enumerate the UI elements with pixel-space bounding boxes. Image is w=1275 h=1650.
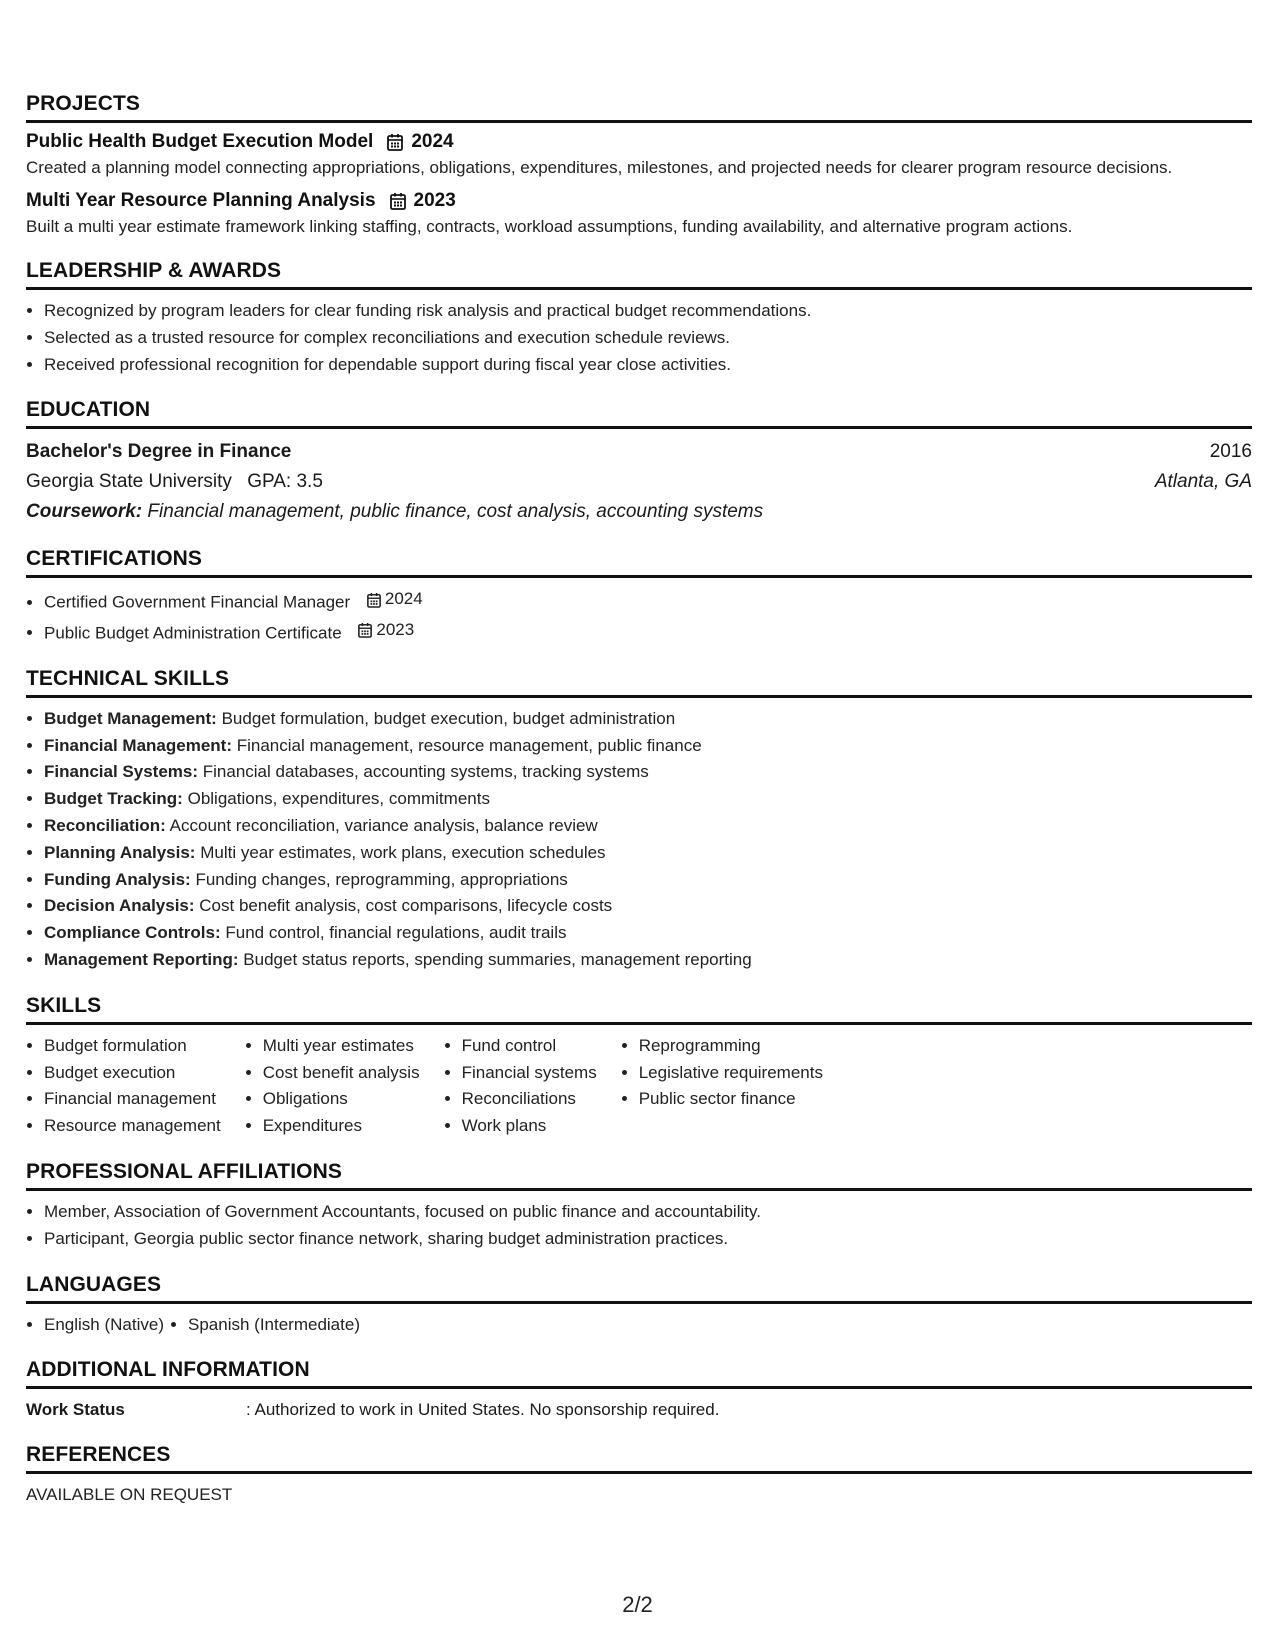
- skill-text: Cost benefit analysis, cost comparisons, lifecycle costs: [199, 896, 613, 916]
- skills-column: [245, 1033, 420, 1140]
- skill-label: Compliance Controls:: [44, 923, 221, 943]
- certification-name: Certified Government Financial Manager: [44, 592, 351, 612]
- list-item: [44, 617, 1252, 647]
- project-title: [26, 190, 1252, 212]
- list-item: [44, 586, 1252, 616]
- skills-column: [444, 1033, 597, 1140]
- list-item: • Cost benefit analysis: [263, 1060, 420, 1087]
- skill-label: Budget Tracking:: [44, 789, 183, 809]
- skill-text: Financial databases, accounting systems, tracking systems: [202, 762, 649, 782]
- list-item: • Selected as a trusted resource for complex reconciliations and execution schedule reviews.: [44, 325, 1252, 352]
- list-item: • Budget execution: [44, 1060, 221, 1087]
- list-item: • Budget formulation: [44, 1033, 221, 1060]
- list-item: [44, 840, 1252, 867]
- skill-text: Financial management, resource management, public finance: [236, 735, 702, 755]
- skill-label: Management Reporting:: [44, 949, 239, 969]
- affiliations-section: [26, 1160, 1252, 1253]
- list-item: • Recognized by program leaders for clear funding risk analysis and practical budget recommendations.: [44, 298, 1252, 325]
- school-name: Georgia State University: [26, 471, 232, 493]
- list-item: [44, 813, 1252, 840]
- list-item: • Reconciliations: [462, 1086, 597, 1113]
- section-title-languages: LANGUAGES: [26, 1273, 1252, 1304]
- list-item: • Member, Association of Government Accountants, focused on public finance and accountability.: [44, 1199, 1252, 1226]
- leadership-list: [26, 298, 1252, 378]
- list-item: • Fund control: [462, 1033, 597, 1060]
- section-title-projects: PROJECTS: [26, 92, 1252, 123]
- skill-text: Obligations, expenditures, commitments: [187, 789, 490, 809]
- work-status-label: Work Status: [26, 1400, 125, 1420]
- section-title-education: EDUCATION: [26, 398, 1252, 429]
- additional-info-section: [26, 1358, 1252, 1423]
- skill-text: Budget status reports, spending summaries, management reporting: [243, 949, 752, 969]
- list-item: • Financial management: [44, 1086, 221, 1113]
- languages-list: [26, 1312, 1252, 1339]
- list-item: • Spanish (Intermediate): [188, 1312, 360, 1339]
- skill-text: Multi year estimates, work plans, execution schedules: [200, 842, 606, 862]
- certification-date: 2023: [376, 619, 415, 639]
- education-section: [26, 398, 1252, 527]
- list-item: • Obligations: [263, 1086, 420, 1113]
- skills-column: [26, 1033, 221, 1140]
- list-item: • Multi year estimates: [263, 1033, 420, 1060]
- leadership-section: [26, 259, 1252, 378]
- coursework: Financial management, public finance, cost analysis, accounting systems: [147, 501, 764, 523]
- list-item: [44, 920, 1252, 947]
- gpa: GPA: 3.5: [247, 471, 323, 493]
- certification-date: 2024: [384, 589, 423, 609]
- section-title-skills: SKILLS: [26, 994, 1252, 1025]
- languages-section: [26, 1273, 1252, 1339]
- list-item: [44, 786, 1252, 813]
- list-item: • Public sector finance: [639, 1086, 823, 1113]
- projects-section: [26, 92, 1252, 239]
- list-item: [44, 733, 1252, 760]
- references-text: AVAILABLE ON REQUEST: [26, 1485, 233, 1505]
- section-title-leadership: LEADERSHIP & AWARDS: [26, 259, 1252, 290]
- list-item: [44, 867, 1252, 894]
- coursework-label: Coursework:: [26, 501, 143, 523]
- skills-column: [621, 1033, 823, 1140]
- references-section: [26, 1443, 1252, 1508]
- certifications-section: [26, 547, 1252, 646]
- list-item: • Participant, Georgia public sector finance network, sharing budget administration practices.: [44, 1226, 1252, 1253]
- section-title-additional-info: ADDITIONAL INFORMATION: [26, 1358, 1252, 1389]
- project-name: Multi Year Resource Planning Analysis: [26, 190, 376, 211]
- skills-section: [26, 994, 1252, 1140]
- skill-label: Financial Systems:: [44, 762, 199, 782]
- list-item: • Expenditures: [263, 1113, 420, 1140]
- section-title-certifications: CERTIFICATIONS: [26, 547, 1252, 578]
- list-item: [44, 706, 1252, 733]
- graduation-year: 2016: [1209, 441, 1252, 463]
- affiliations-list: [26, 1199, 1252, 1253]
- page-number: 2/2: [622, 1592, 653, 1617]
- list-item: • Reprogramming: [639, 1033, 823, 1060]
- skill-text: Funding changes, reprogramming, appropriations: [195, 869, 568, 889]
- project-date: 2024: [411, 131, 454, 152]
- calendar-icon: [367, 592, 381, 608]
- list-item: • English (Native): [44, 1312, 164, 1339]
- skill-text: Budget formulation, budget execution, budget administration: [221, 708, 676, 728]
- work-status-value: : Authorized to work in United States. No sponsorship required.: [246, 1400, 720, 1420]
- section-title-affiliations: PROFESSIONAL AFFILIATIONS: [26, 1160, 1252, 1191]
- skill-label: Financial Management:: [44, 735, 232, 755]
- list-item: • Resource management: [44, 1113, 221, 1140]
- list-item: [44, 947, 1252, 974]
- certification-name: Public Budget Administration Certificate: [44, 622, 342, 642]
- list-item: • Work plans: [462, 1113, 597, 1140]
- calendar-icon: [358, 622, 372, 638]
- resume-page: [26, 92, 1252, 1528]
- technical-skills-list: [26, 706, 1252, 974]
- skills-columns: [26, 1033, 1252, 1140]
- skill-text: Account reconciliation, variance analysis, balance review: [169, 815, 598, 835]
- skill-label: Decision Analysis:: [44, 896, 195, 916]
- skill-label: Budget Management:: [44, 708, 217, 728]
- project-title: [26, 131, 1252, 153]
- project-name: Public Health Budget Execution Model: [26, 131, 374, 152]
- list-item: • Financial systems: [462, 1060, 597, 1087]
- calendar-icon: [387, 133, 403, 151]
- degree: Bachelor's Degree in Finance: [26, 441, 292, 463]
- skill-label: Reconciliation:: [44, 815, 166, 835]
- list-item: • Received professional recognition for dependable support during fiscal year close activities.: [44, 352, 1252, 379]
- skill-label: Planning Analysis:: [44, 842, 196, 862]
- list-item: [44, 759, 1252, 786]
- technical-skills-section: [26, 667, 1252, 974]
- skill-text: Fund control, financial regulations, audit trails: [225, 923, 567, 943]
- certifications-list: [26, 586, 1252, 646]
- section-title-technical-skills: TECHNICAL SKILLS: [26, 667, 1252, 698]
- project-description: Built a multi year estimate framework linking staffing, contracts, workload assumptions, funding availability, and alternative program actions.: [26, 217, 1073, 236]
- list-item: [44, 893, 1252, 920]
- project-date: 2023: [413, 190, 456, 211]
- list-item: • Legislative requirements: [639, 1060, 823, 1087]
- project-description: Created a planning model connecting appropriations, obligations, expenditures, milestones, and projected needs for clearer program resource decisions.: [26, 158, 1173, 177]
- section-title-references: REFERENCES: [26, 1443, 1252, 1474]
- calendar-icon: [390, 192, 406, 210]
- skill-label: Funding Analysis:: [44, 869, 191, 889]
- school-location: Atlanta, GA: [1154, 471, 1252, 493]
